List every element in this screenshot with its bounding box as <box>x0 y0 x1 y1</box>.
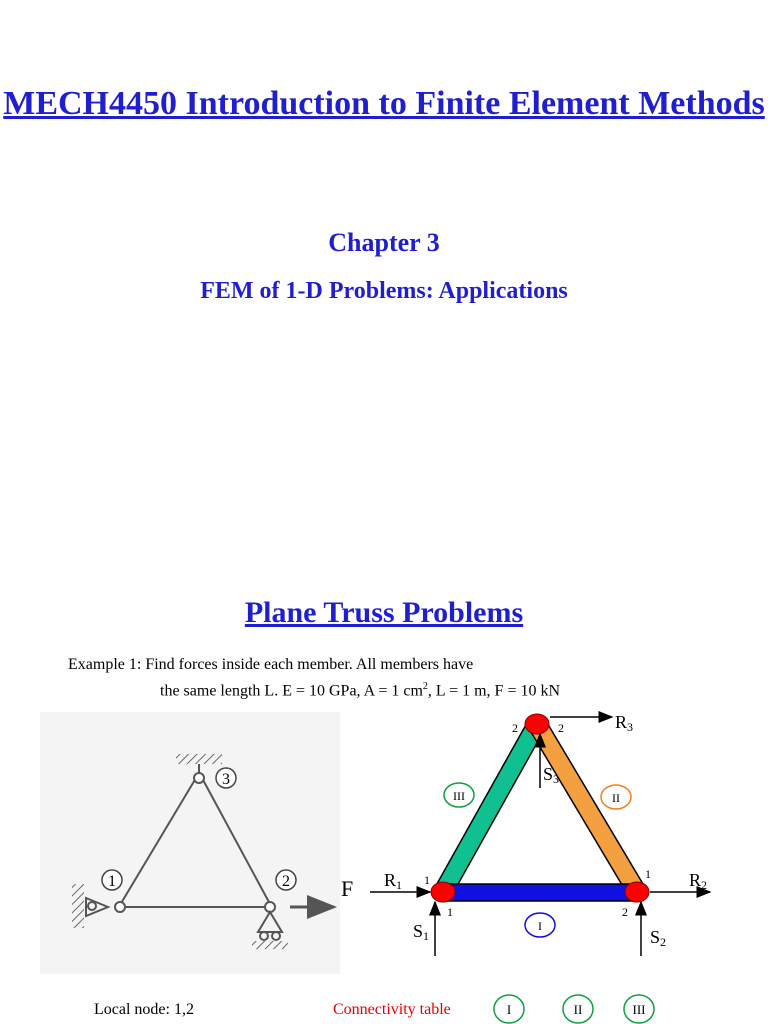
s2-label-main: S <box>650 927 661 947</box>
connectivity-table-label: Connectivity table <box>333 1001 451 1018</box>
local-node-left-side: 1 <box>424 873 430 887</box>
left-truss-figure <box>40 712 353 974</box>
local-node-note: Local node: 1,2 <box>94 1001 194 1018</box>
node-label-3: 3 <box>222 771 230 788</box>
left-wall-hatch <box>72 884 84 928</box>
top-support-hatch <box>176 754 222 764</box>
r3-label-main: R <box>615 712 628 732</box>
r2-label-main: R <box>689 870 702 890</box>
conn-element-I-label: I <box>506 1002 512 1017</box>
force-label: F <box>341 876 354 901</box>
chapter-heading: Chapter 3 <box>328 228 440 257</box>
s2-label <box>650 927 666 949</box>
params-part-b: , L = 1 m, F = 10 kN <box>427 682 561 700</box>
scan-background <box>40 712 340 974</box>
node-top <box>525 714 549 734</box>
node-label-1: 1 <box>108 873 116 890</box>
s1-label <box>413 921 429 943</box>
s3-label-sub: 3 <box>553 772 560 786</box>
params-part-a: the same length L. E = 10 GPa, A = 1 cm <box>160 682 423 700</box>
element-I-bar <box>443 884 637 901</box>
conn-element-II-label: II <box>573 1002 583 1017</box>
r1-label <box>384 870 402 892</box>
element-I-label: I <box>538 919 542 933</box>
s2-label-sub: 2 <box>660 935 667 949</box>
connectivity-headers <box>494 995 654 1023</box>
params-superscript: 2 <box>422 681 428 692</box>
r1-label-main: R <box>384 870 397 890</box>
r3-label-sub: 3 <box>627 720 634 734</box>
s3-label-main: S <box>543 764 554 784</box>
s1-label-main: S <box>413 921 424 941</box>
r2-label-sub: 2 <box>701 878 708 892</box>
r2-label <box>689 870 707 892</box>
r3-label <box>615 712 633 734</box>
element-III-label: III <box>453 789 465 803</box>
title-text: MECH4450 Introduction to Finite Element Methods <box>3 85 765 122</box>
chapter-subtitle: FEM of 1-D Problems: Applications <box>200 278 568 304</box>
conn-element-III-label: III <box>632 1002 646 1017</box>
node-label-2: 2 <box>282 873 290 890</box>
s1-label-sub: 1 <box>423 929 430 943</box>
element-II-label: II <box>612 791 620 805</box>
element-III-bar <box>443 724 537 892</box>
node-left <box>431 882 455 902</box>
local-node-top-right: 2 <box>558 721 564 735</box>
local-node-right-below: 2 <box>622 905 628 919</box>
example-statement: Example 1: Find forces inside each member. All members have <box>68 656 474 673</box>
node-right <box>625 882 649 902</box>
r1-label-sub: 1 <box>396 878 403 892</box>
local-node-top-left: 2 <box>512 721 518 735</box>
local-node-left-below: 1 <box>447 905 453 919</box>
local-node-right-side: 1 <box>645 867 651 881</box>
section-title: Plane Truss Problems <box>244 596 524 629</box>
right-truss-figure <box>370 712 710 956</box>
